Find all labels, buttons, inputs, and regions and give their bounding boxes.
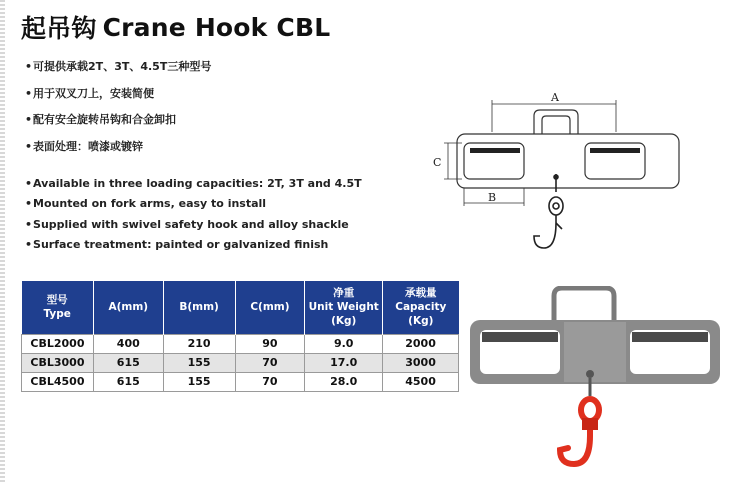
product-photo [466, 286, 731, 476]
cell-type: CBL2000 [22, 334, 94, 353]
cell-weight: 17.0 [305, 353, 383, 372]
cell-capacity: 3000 [383, 353, 459, 372]
cell-type: CBL4500 [22, 372, 94, 391]
header-type-en: Type [43, 308, 71, 321]
feature-en-item: • Mounted on fork arms, easy to install [25, 196, 425, 216]
fork-slots [470, 148, 640, 153]
photo-pivot-bolt [586, 370, 594, 378]
cell-b: 155 [163, 353, 235, 372]
cell-a: 400 [93, 334, 163, 353]
header-weight-cn: 净重 [333, 287, 355, 300]
cell-c: 90 [235, 334, 305, 353]
cell-b: 155 [163, 372, 235, 391]
cell-a: 615 [93, 372, 163, 391]
header-capacity-cn: 承载量 [405, 287, 437, 300]
dim-a-label: A [551, 91, 559, 104]
feature-cn-item: • 配有安全旋转吊钩和合金卸扣 [25, 112, 425, 139]
cell-a: 615 [93, 353, 163, 372]
header-capacity-unit: (Kg) [408, 315, 434, 328]
cell-b: 210 [163, 334, 235, 353]
cell-type: CBL3000 [22, 353, 94, 372]
spec-table [21, 281, 459, 392]
dim-c-label: C [433, 156, 442, 169]
cell-c: 70 [235, 372, 305, 391]
page-title [21, 10, 330, 44]
photo-swivel-body [582, 418, 598, 430]
feature-list-en [25, 176, 425, 257]
dim-b-label: B [488, 191, 497, 204]
feature-list-cn [25, 59, 425, 165]
feature-en-item: • Available in three loading capacities: 2T, 3T and 4.5T [25, 176, 425, 196]
feature-cn-item: • 可提供承载2T、3T、4.5T三种型号 [25, 59, 425, 86]
technical-drawing [430, 88, 700, 260]
table-row [22, 334, 459, 353]
photo-right-fork-sleeve [632, 332, 708, 342]
feature-cn-item: • 表面处理：喷漆或镀锌 [25, 139, 425, 166]
header-type-cn: 型号 [46, 294, 68, 307]
header-b-label: B(mm) [179, 301, 219, 314]
table-row [22, 372, 459, 391]
feature-en-item: • Surface treatment: painted or galvanized finish [25, 237, 425, 257]
cell-capacity: 2000 [383, 334, 459, 353]
header-weight-unit: (Kg) [331, 315, 357, 328]
header-a [93, 281, 163, 334]
header-b [163, 281, 235, 334]
spec-table-header-row [22, 281, 459, 334]
header-a-label: A(mm) [108, 301, 149, 314]
header-weight-en: Unit Weight [308, 301, 379, 314]
feature-en-item: • Supplied with swivel safety hook and alloy shackle [25, 217, 425, 237]
header-capacity [383, 281, 459, 334]
header-c [235, 281, 305, 334]
photo-hook [560, 399, 599, 464]
header-c-label: C(mm) [250, 301, 290, 314]
feature-cn-item: • 用于双叉刀上，安装简便 [25, 86, 425, 113]
header-capacity-en: Capacity [395, 301, 447, 314]
cell-weight: 9.0 [305, 334, 383, 353]
table-row [22, 353, 459, 372]
title-en: Crane Hook CBL [102, 12, 331, 42]
header-weight [305, 281, 383, 334]
title-cn: 起吊钩 [21, 14, 97, 43]
drawing-hook [534, 174, 563, 248]
page-edge [0, 0, 5, 483]
photo-center-plate [564, 322, 626, 382]
cell-c: 70 [235, 353, 305, 372]
header-type [22, 281, 94, 334]
cell-capacity: 4500 [383, 372, 459, 391]
cell-weight: 28.0 [305, 372, 383, 391]
photo-left-fork-sleeve [482, 332, 558, 342]
